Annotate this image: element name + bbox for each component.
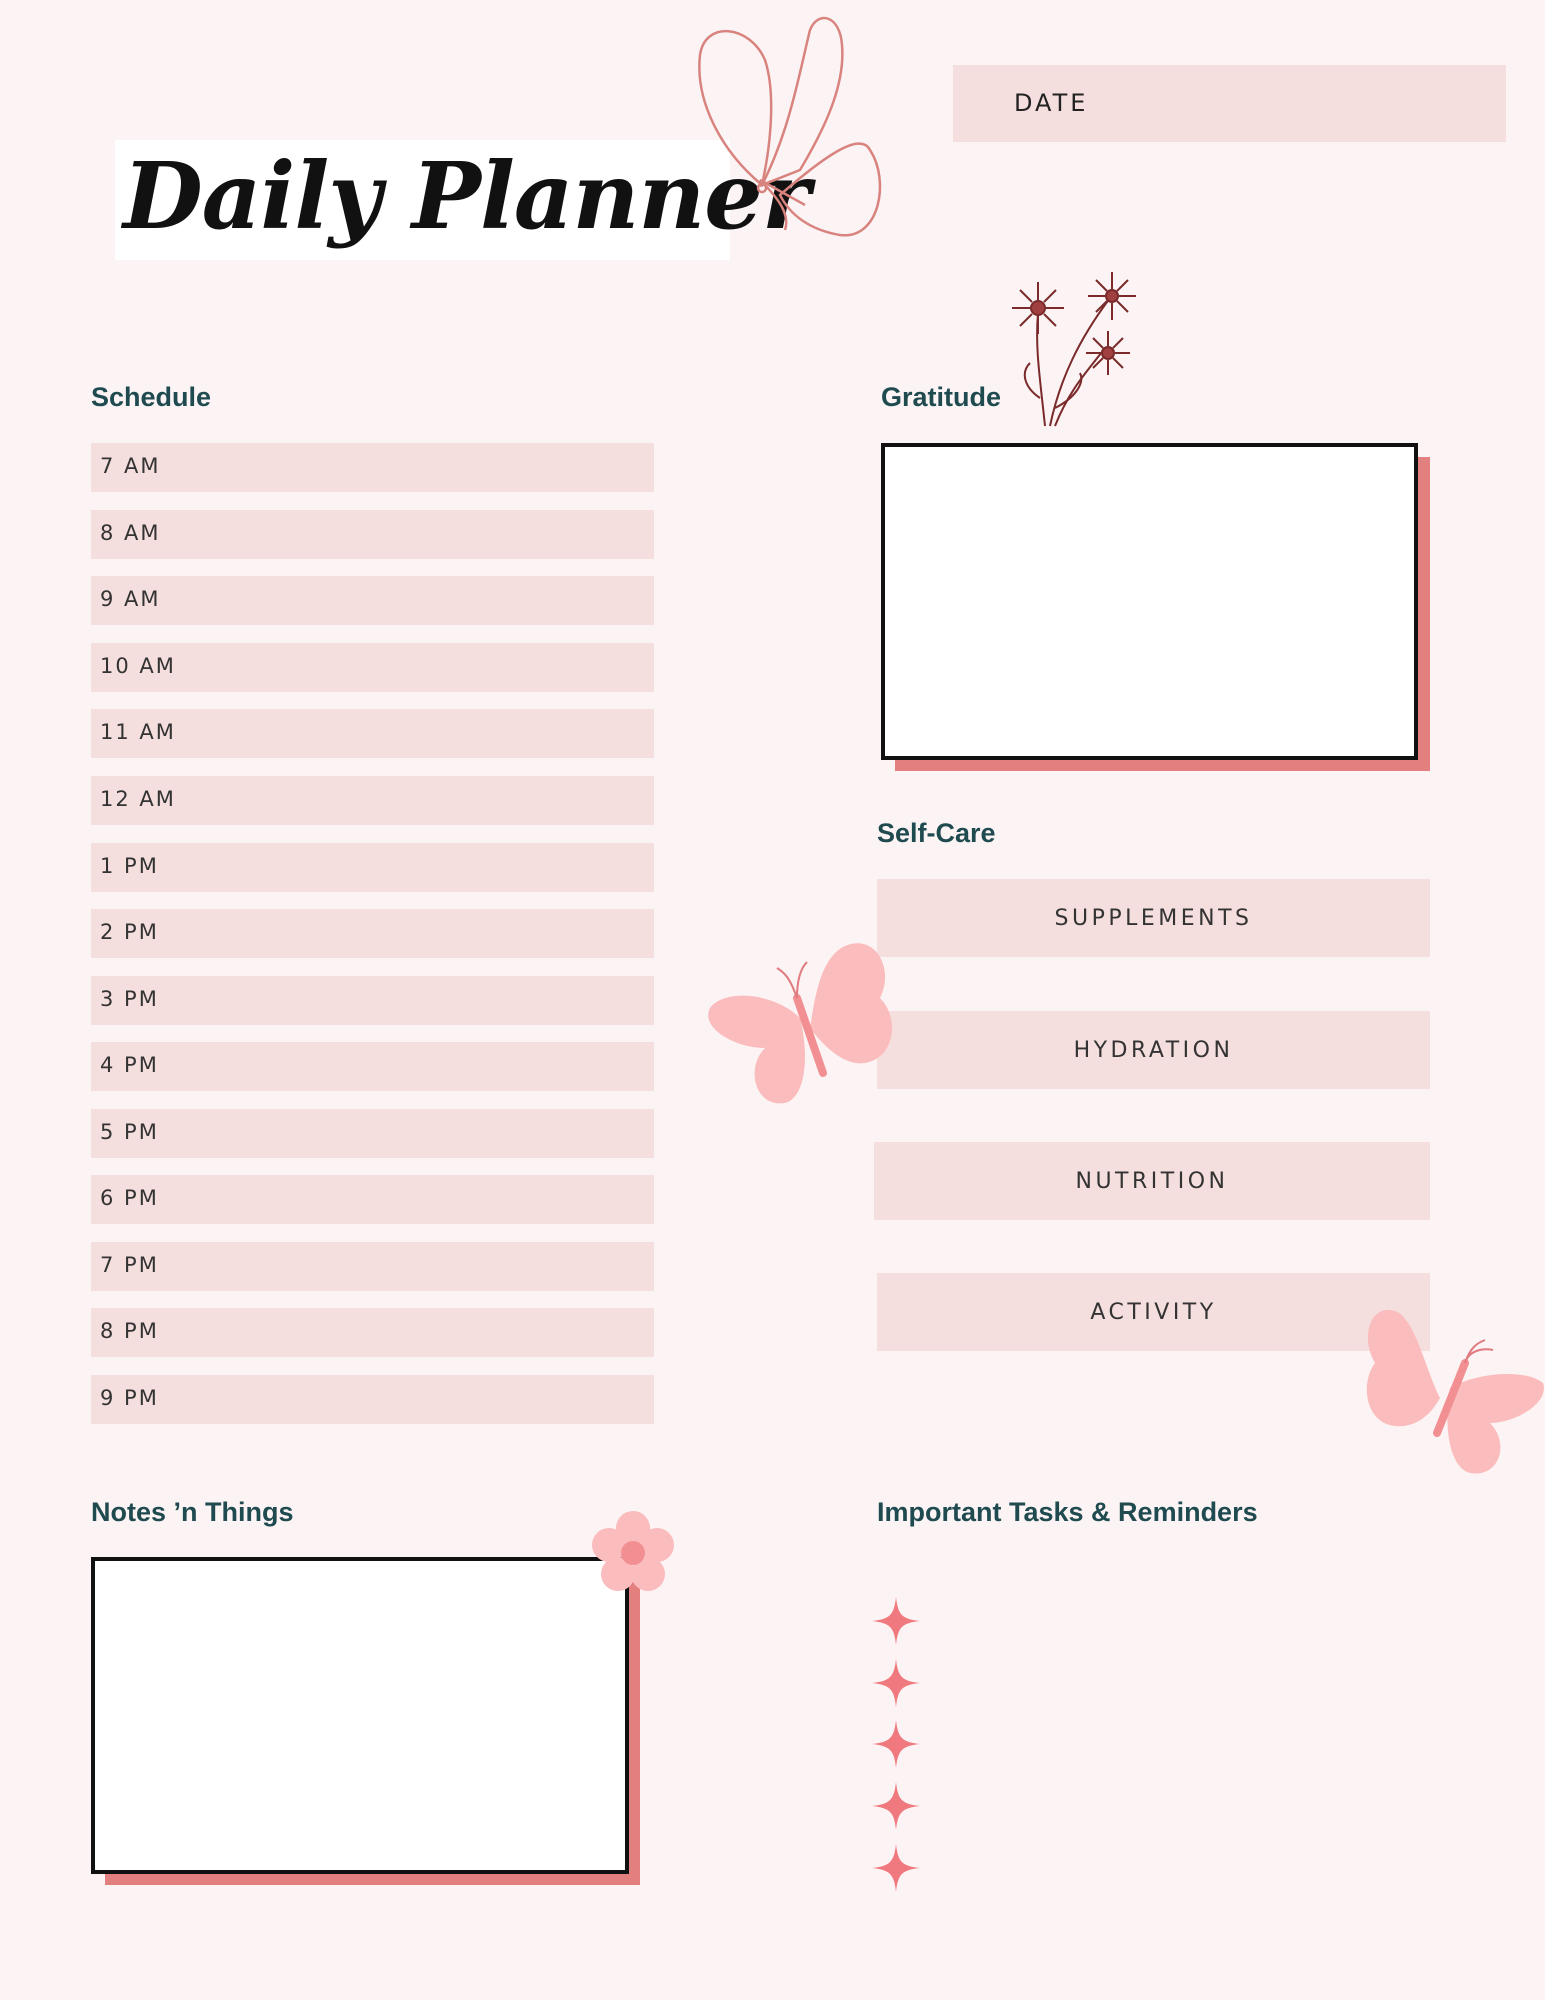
schedule-slot[interactable] <box>91 1242 654 1291</box>
self-care-item[interactable] <box>877 879 1430 957</box>
notes-card[interactable] <box>91 1557 629 1874</box>
schedule-slot-label: 6 PM <box>100 1186 159 1210</box>
schedule-slot-label: 8 AM <box>100 521 161 545</box>
page-title: Daily Planner <box>123 142 810 250</box>
schedule-slot[interactable] <box>91 576 654 625</box>
schedule-slot-label: 10 AM <box>100 654 176 678</box>
flower-icon <box>588 1508 678 1598</box>
schedule-slot[interactable] <box>91 510 654 559</box>
butterfly-icon <box>1365 1308 1545 1478</box>
gratitude-heading: Gratitude <box>881 382 1002 412</box>
schedule-slot-label: 2 PM <box>100 920 159 944</box>
gratitude-card[interactable] <box>881 443 1418 760</box>
title-banner <box>115 140 810 260</box>
self-care-item[interactable] <box>877 1011 1430 1089</box>
schedule-slot-label: 8 PM <box>100 1319 159 1343</box>
date-label: DATE <box>1014 89 1089 117</box>
self-care-heading: Self-Care <box>877 818 996 848</box>
schedule-slot[interactable] <box>91 843 654 892</box>
self-care-item-label: SUPPLEMENTS <box>1054 905 1253 931</box>
notes-heading: Notes ’n Things <box>91 1497 294 1527</box>
schedule-heading: Schedule <box>91 382 212 412</box>
tasks-heading: Important Tasks & Reminders <box>877 1497 1258 1527</box>
schedule-slot[interactable] <box>91 909 654 958</box>
schedule-slot-label: 9 PM <box>100 1386 159 1410</box>
schedule-slot[interactable] <box>91 1308 654 1357</box>
self-care-item-label: ACTIVITY <box>1090 1299 1217 1325</box>
schedule-slot[interactable] <box>91 709 654 758</box>
schedule-slot[interactable] <box>91 776 654 825</box>
self-care-item[interactable] <box>877 1273 1430 1351</box>
schedule-slot-label: 4 PM <box>100 1053 159 1077</box>
schedule-slot-label: 11 AM <box>100 720 176 744</box>
schedule-slot-label: 7 PM <box>100 1253 159 1277</box>
butterfly-icon <box>705 938 895 1108</box>
self-care-item-label: HYDRATION <box>1073 1037 1234 1063</box>
sparkle-icon <box>872 1659 920 1707</box>
sparkle-icon <box>872 1720 920 1768</box>
butterfly-outline-icon <box>690 10 930 245</box>
self-care-item[interactable] <box>874 1142 1430 1220</box>
self-care-item-label: NUTRITION <box>1075 1168 1229 1194</box>
schedule-slot[interactable] <box>91 1109 654 1158</box>
sparkle-icon <box>872 1597 920 1645</box>
daisy-flowers-icon <box>1000 258 1150 428</box>
schedule-slot-label: 7 AM <box>100 454 161 478</box>
schedule-slot-label: 9 AM <box>100 587 161 611</box>
date-field[interactable] <box>953 65 1506 142</box>
schedule-slot-label: 3 PM <box>100 987 159 1011</box>
schedule-slot-label: 5 PM <box>100 1120 159 1144</box>
schedule-slot-label: 1 PM <box>100 854 159 878</box>
schedule-slot[interactable] <box>91 1175 654 1224</box>
schedule-slot-label: 12 AM <box>100 787 176 811</box>
schedule-slot[interactable] <box>91 976 654 1025</box>
schedule-slot[interactable] <box>91 443 654 492</box>
schedule-slot[interactable] <box>91 643 654 692</box>
sparkle-icon <box>872 1782 920 1830</box>
sparkle-icon <box>872 1844 920 1892</box>
schedule-slot[interactable] <box>91 1042 654 1091</box>
schedule-slot[interactable] <box>91 1375 654 1424</box>
